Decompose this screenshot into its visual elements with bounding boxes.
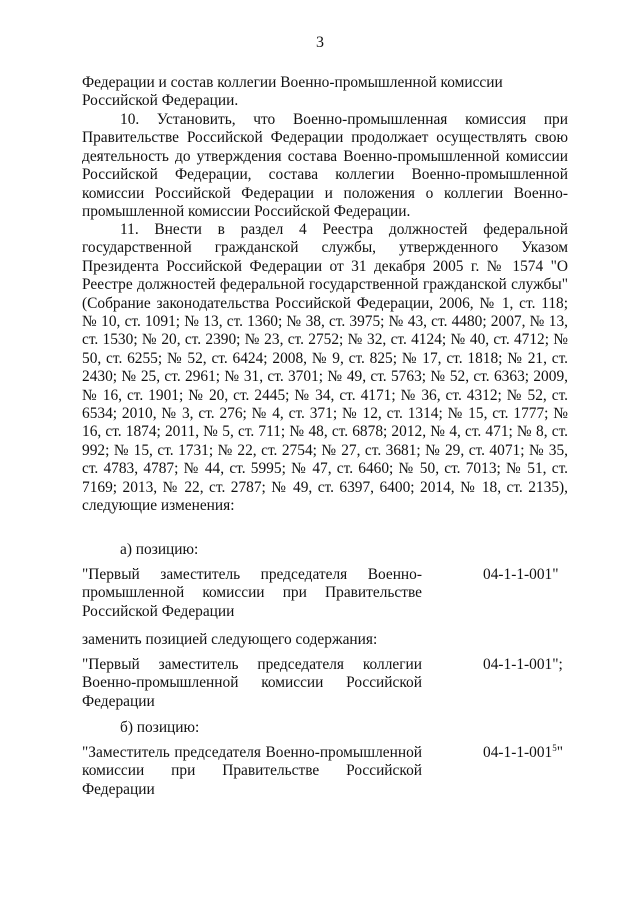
position-new-text: "Первый заместитель председателя коллегии Военно-промышленной комиссии Российской Федерации <box>82 656 422 710</box>
paragraph-continuation: Федерации и состав коллегии Военно-промышленной комиссии Российской Федерации. <box>82 74 503 110</box>
section-b-label: б) позицию: <box>120 719 200 736</box>
section-a-label: а) позицию: <box>120 541 199 558</box>
position-old-code: 04-1-1-001" <box>483 566 559 583</box>
page-number: 3 <box>316 34 324 51</box>
position-b-code-suffix: " <box>556 744 564 761</box>
position-b-code-main: 04-1-1-001 <box>483 744 553 761</box>
position-b-text: "Заместитель председателя Военно-промышленной комиссии при Правительстве Российской Федерации <box>82 744 422 798</box>
footnote-marker: 5 <box>552 743 557 753</box>
position-b-code <box>483 744 563 762</box>
position-old-text: "Первый заместитель председателя Военно-промышленной комиссии при Правительстве Российской Федерации <box>82 566 422 620</box>
replace-label: заменить позицией следующего содержания: <box>82 631 378 648</box>
paragraph-11: 11. Внести в раздел 4 Реестра должностей федеральной государственной гражданской службы, утвержденного Указом Президента Российской Федерации от 31 декабря 2005 г. № 1574 "О Реестре должностей федеральной государственной гражданской службы" (Собрание законодательства Российской Федерации, 2006, № 1, ст. 118; № 10, ст. 1091; № 13, ст. 1360; № 38, ст. 3975; № 43, ст. 4480; 2007, № 13, ст. 1530; № 20, ст. 2390; № 23, ст. 2752; № 32, ст. 4124; № 40, ст. 4712; № 50, ст. 6255; № 52, ст. 6424; 2008, № 9, ст. 825; № 17, ст. 1818; № 21, ст. 2430; № 25, ст. 2961; № 31, ст. 3701; № 49, ст. 5763; № 52, ст. 6363; 2009, № 16, ст. 1901; № 20, ст. 2445; № 34, ст. 4171; № 36, ст. 4312; № 52, ст. 6534; 2010, № 3, ст. 276; № 4, ст. 371; № 12, ст. 1314; № 15, ст. 1777; № 16, ст. 1874; 2011, № 5, ст. 711; № 48, ст. 6878; 2012, № 4, ст. 471; № 8, ст. 992; № 15, ст. 1731; № 22, ст. 2754; № 27, ст. 3681; № 29, ст. 4071; № 35, ст. 4783, 4787; № 44, ст. 5995; № 47, ст. 6460; № 50, ст. 7013; № 51, ст. 7169; 2013, № 22, ст. 2787; № 49, ст. 6397, 6400; 2014, № 18, ст. 2135), следующие изменения: <box>82 221 568 515</box>
position-new-code: 04-1-1-001"; <box>483 656 563 673</box>
paragraph-10: 10. Установить, что Военно-промышленная комиссия при Правительстве Российской Федерации продолжает осуществлять свою деятельность до утверждения состава Военно-промышленной комиссии Российской Федерации, состава коллегии Военно-промышленной комиссии Российской Федерации и положения о коллегии Военно-промышленной комиссии Российской Федерации. <box>82 111 568 221</box>
